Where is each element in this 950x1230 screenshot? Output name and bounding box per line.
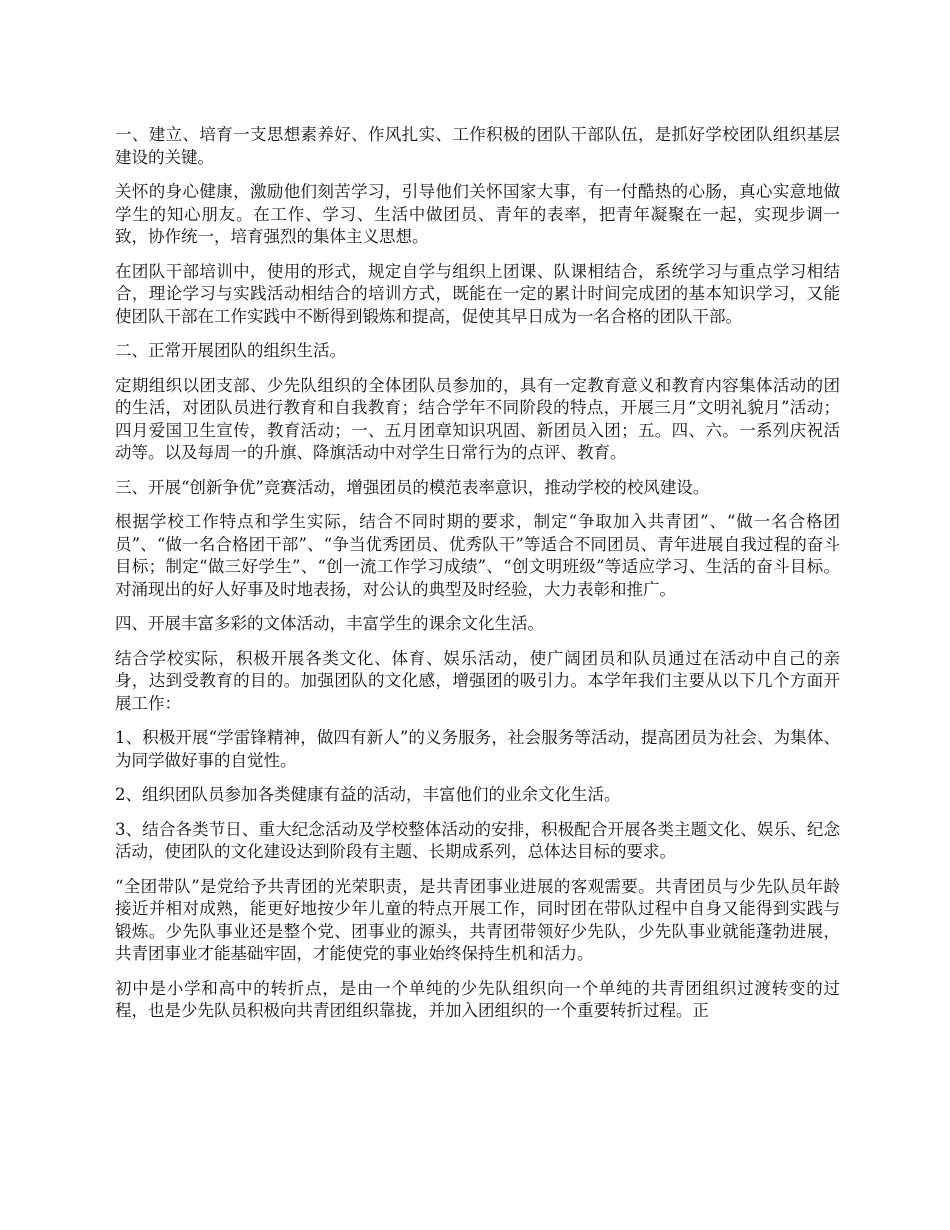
- paragraph: 关怀的身心健康，激励他们刻苦学习，引导他们关怀国家大事，有一付酷热的心肠，真心实意地做学生的知心朋友。在工作、学习、生活中做团员、青年的表率，把青年凝聚在一起，实现步调一致，协作统一，培育强烈的集体主义思想。: [115, 182, 840, 246]
- paragraph: 结合学校实际，积极开展各类文化、体育、娱乐活动，使广阔团员和队员通过在活动中自己的亲身，达到受教育的目的。加强团队的文化感，增强团的吸引力。本学年我们主要从以下几个方面开展工作：: [115, 648, 840, 713]
- paragraph: 在团队干部培训中，使用的形式，规定自学与组织上团课、队课相结合，系统学习与重点学习相结合，理论学习与实践活动相结合的培训方式，既能在一定的累计时间完成团的基本知识学习，又能使团队干部在工作实践中不断得到锻炼和提高，促使其早日成为一名合格的团队干部。: [115, 261, 840, 326]
- paragraph-section-four-heading: 四、开展丰富多彩的文体活动，丰富学生的课余文化生活。: [115, 614, 544, 633]
- paragraph-section-three-heading: 三、开展“创新争优”竞赛活动，增强团员的模范表率意识，推动学校的校风建设。: [115, 477, 710, 497]
- list-item-3: 3、结合各类节日、重大纪念活动及学校整体活动的安排，积极配合开展各类主题文化、娱乐、纪念活动，使团队的文化建设达到阶段有主题、长期成系列，总体达目标的要求。: [115, 819, 840, 861]
- document-body: [115, 124, 840, 1035]
- paragraph-section-one-heading: 一、建立、培育一支思想素养好、作风扎实、工作积极的团队干部队伍，是抓好学校团队组织基层建设的关键。: [115, 125, 840, 167]
- paragraph: “全团带队”是党给予共青团的光荣职责，是共青团事业进展的客观需要。共青团员与少先队员年龄接近并相对成熟，能更好地按少年儿童的特点开展工作，同时团在带队过程中自身又能得到实践与锻炼。少先队事业还是整个党、团事业的源头，共青团带领好少先队，少先队事业就能蓬勃进展，共青团事业才能基础牢固，才能使党的事业始终保持生机和活力。: [115, 876, 840, 963]
- list-item-1: 1、积极开展“学雷锋精神，做四有新人”的义务服务，社会服务等活动，提高团员为社会、为集体、为同学做好事的自觉性。: [115, 728, 840, 770]
- paragraph: 根据学校工作特点和学生实际，结合不同时期的要求，制定“争取加入共青团”、“做一名合格团员”、“做一名合格团干部”、“争当优秀团员、优秀队干”等适合不同团员、青年进展自我过程的奋斗目标；制定“做三好学生”、“创一流工作学习成绩”、“创文明班级”等适应学习、生活的奋斗目标。对涌现出的好人好事及时地表扬，对公认的典型及时经验，大力表彰和推广。: [115, 512, 840, 599]
- paragraph: 初中是小学和高中的转折点，是由一个单纯的少先队组织向一个单纯的共青团组织过渡转变的过程，也是少先队员积极向共青团组织靠拢，并加入团组织的一个重要转折过程。正: [115, 978, 840, 1020]
- paragraph-section-two-heading: 二、正常开展团队的组织生活。: [115, 341, 346, 360]
- paragraph: 定期组织以团支部、少先队组织的全体团队员参加的，具有一定教育意义和教育内容集体活动的团的生活，对团队员进行教育和自我教育；结合学年不同阶段的特点，开展三月“文明礼貌月”活动；四月爱国卫生宣传，教育活动；一、五月团章知识巩固、新团员入团；五。四、六。一系列庆祝活动等。以及每周一的升旗、降旗活动中对学生日常行为的点评、教育。: [115, 375, 840, 462]
- list-item-2: 2、组织团队员参加各类健康有益的活动，丰富他们的业余文化生活。: [115, 785, 621, 804]
